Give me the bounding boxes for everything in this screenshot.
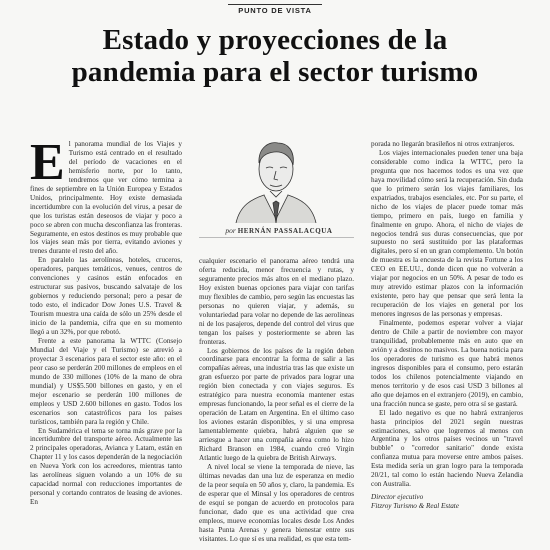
byline-prefix: por [225,226,236,235]
headline-line-1: Estado y proyecciones de la [102,24,448,56]
col1-paragraph-1: l panorama mundial de los Viajes y Turismo está centrado en el resultado del período de vacaciones en el hemisferio norte, por lo tanto, tendremos que ver cómo termina a fines de septiembre en la Unión Europea y Estados Unidos, principalmente. Hoy existe demasiada incertidumbre con la evolución del virus, a pesar de que los turistas están deseosos de viajar y poco a poco se abren con mucha desconfianza las fronteras. Seguramente, en estos destinos es muy probable que los viajes sean más por tierra, evitando aviones y trenes durante el resto del año. [30,140,182,256]
byline-author: HERNÁN PASSALACQUA [237,227,333,235]
col1-paragraph-2: En paralelo las aerolíneas, hoteles, cruceros, operadores, parques temáticos, venues, centros de convenciones y casinos están enfocados en estructurar sus pasivos, buscando salvataje de los gobiernos y reduciendo personal; pero a pesar de todo esto, el indicador Dow Jones U.S. Travel & Tourism muestra una caída de sólo un 25% desde el inicio de la pandemia, cifra que en su momento llegó a un 32%, por que rebotó. [30,256,182,337]
section-tag-label: PUNTO DE VISTA [228,4,321,15]
signoff-role: Director ejecutivo [371,493,424,502]
headline-line-2: pandemia para el sector turismo [71,56,479,88]
col3-paragraph-1: porada no llegarán brasileños ni otros extranjeros. [371,140,515,148]
article-column-1 [30,140,182,544]
article-column-2 [199,257,354,544]
byline [199,226,359,235]
col1-paragraph-4: En Sudamérica el tema se torna más grave por la incertidumbre del transporte aéreo. Actualmente las 2 principales operadoras, Avianca y Latam, están en Chapter 11 y los casos dependerán de la negociación en Nueva York con los acreedores, mientras tanto las aerolíneas siguen volando a un 10% de su capacidad normal con reducciones importantes de personal y cortando contratos de leasing de aviones. En [30,426,182,507]
col3-paragraph-2: Los viajes internacionales pueden tener una baja considerable como indica la WTTC, pero la pregunta que nos hacemos todos es una vez que haya movilidad cómo será la recuperación. Sin duda que lo primero serán los viajes familiares, los expatriados, trabajos esenciales, etc. Por su parte, el nicho de los viajes de placer puede tomar más tiempo, primero en país, luego en familia y finalmente en grupo. Ahora, el nicho de viajes de negocios tendrá sus duras consecuencias, que por supuesto no será sustituido por las plataformas digitales, pero sí en un gran complemento. Un botón de muestra es la encuesta de la revista Fortune a los CEO en EE.UU., donde dicen que no volverán a viajar por negocios en un 50%. A pesar de todo es muy atrevido estimar plazos con la información existente, pero hay que pensar que será lenta la recuperación de los viajes en general por los menores ingresos de las personas y empresas. [371,148,523,319]
drop-cap: E [30,140,65,191]
col1-paragraph-3: Frente a este panorama la WTTC (Consejo Mundial del Viaje y el Turismo) se atrevió a proyectar 3 escenarios para el sector este año: en el peor caso se perderán 200 millones de empleos en el mundo de 330 millones (10% de la mano de obra mundial) y US$5.500 billones en gasto, y en el mejor escenario se perderán 100 millones de empleos y USD 2.600 billones en gasto. Todos los escenarios son catastróficos para los países turísticos, también para la región y Chile. [30,336,182,426]
col2-paragraph-2: Los gobiernos de los países de la región deben coordinarse para encontrar la forma de salir a las compañías aéreas, una industria tras las que existe un gran esfuerzo por parte de privados para lograr una región bien conectada y con viajes seguros. Es estratégico para nuestra economía mantener estas empresas funcionando, la peor señal es el cierre de la operación de Latam en Argentina. En el último caso los aviones estarán disponibles, y si una empresa lamentablemente quiebra, habrá alguien que se arriesgue a hacer una compañía aérea como lo hizo Richard Branson en 1984, cuando creó Virgin Atlantic luego de la quiebra de British Airways. [199,346,354,462]
byline-divider [199,237,354,238]
headline [20,24,530,88]
col2-paragraph-1: cualquier escenario el panorama aéreo tendrá una oferta reducida, menor frecuencia y rutas, y seguramente precios más altos en el mediano plazo. Hoy existen buenas opciones para viajar con tarifas muy flexibles de cambio, pero según las encuestas las personas no quieren viajar, y además, su voluntariedad para volar no depende de las aerolíneas ni de los pasajeros, depende del control del virus que tengan los países y posteriormente se abren las fronteras. [199,257,354,346]
author-portrait [230,135,322,223]
article-column-3 [371,140,523,544]
section-tag [0,6,550,15]
col3-paragraph-3: Finalmente, podemos esperar volver a viajar dentro de Chile a partir de noviembre con mayor tranquilidad, probablemente más en auto que en avión y a destinos no masivos. La buena noticia para los operadores de turismo es que habrá menos ingresos disponibles para el consumo, pero estarán todos los chilenos potencialmente viajando en menos territorio y de esos casi USD 3 billones al año que dejamos en el extranjero (2019), en cambio, una fracción nunca se gaste, pero otra sí se gastará. [371,319,523,408]
col3-paragraph-4: El lado negativo es que no habrá extranjeros hasta principios del 2021 según nuestras estimaciones, salvo que logremos al menos con Argentina y los otros países vecinos un "travel bubble" o "corredor sanitario" donde exista confianza mutua para moverse entre ambos países. Esta medida sería un gran logro para la temporada 20/21, tal como lo están haciendo Nueva Zelandia con Australia. [371,408,523,489]
col2-paragraph-3: A nivel local se viene la temporada de nieve, las últimas nevadas dan una luz de esperanza en medio de la peor sequía en 50 años y, claro, la pandemia. Es de esperar que el Minsal y los operadores de centros de esquí se pongan de acuerdo en protocolos para funcionar, dado que es una actividad que crea empleos, mueve economías locales desde Los Andes hasta Punta Arenas y genera bienestar entre sus visitantes. Lo que sí es una realidad, es que esta tem- [199,462,354,543]
signoff-company: Fitzroy Turismo & Real Estate [371,502,459,511]
